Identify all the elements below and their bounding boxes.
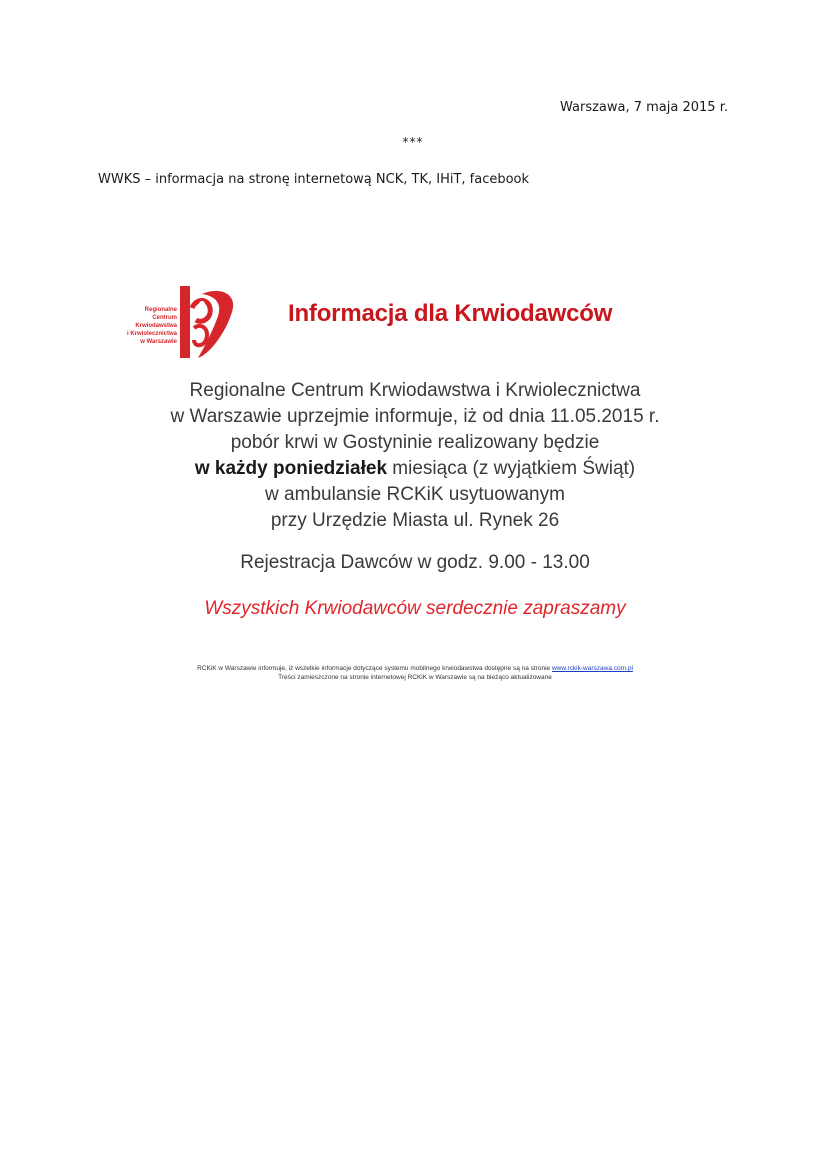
rckik-logo <box>114 284 239 362</box>
announcement-body <box>110 378 720 534</box>
footnote-line-2: Treści zamieszczone na stronie internetowej RCKiK w Warszawie są na bieżąco aktualizowane <box>278 674 552 681</box>
body-line: pobór krwi w Gostyninie realizowany będzie <box>230 432 600 453</box>
footnote-text: RCKiK w Warszawie informuje, iż wszelkie informacje dotyczące systemu mobilnego krwiodawstwa dostępne są na stronie <box>197 665 552 672</box>
website-link[interactable]: www.rckik-warszawa.com.pl <box>551 665 633 672</box>
body-line: w ambulansie RCKiK usytuowanym <box>265 484 565 505</box>
body-line: w Warszawie uprzejmie informuje, iż od dnia 11.05.2015 r. <box>170 406 660 427</box>
body-line-rest: miesiąca (z wyjątkiem Świąt) <box>387 458 636 479</box>
blood-drop-logo-icon <box>180 284 238 362</box>
flyer-title: Informacja dla Krwiodawców <box>288 300 613 327</box>
body-line: Regionalne Centrum Krwiodawstwa i Krwiolecznictwa <box>189 380 641 401</box>
footnote <box>110 664 720 682</box>
separator: *** <box>402 135 424 149</box>
logo-text-line: i Krwiolecznictwa <box>126 331 177 337</box>
logo-text <box>114 306 177 346</box>
document-date: Warszawa, 7 maja 2015 r. <box>559 100 728 115</box>
logo-text-line: Centrum <box>152 315 177 321</box>
logo-text-line: w Warszawie <box>140 339 177 345</box>
logo-text-line: Regionalne <box>144 307 177 313</box>
intro-line: WWKS – informacja na stronę internetową NCK, TK, IHiT, facebook <box>98 172 530 187</box>
logo-text-line: Krwiodawstwa <box>135 323 177 329</box>
footnote-line-1 <box>110 664 720 673</box>
flyer <box>110 282 720 702</box>
body-line <box>110 456 720 482</box>
body-line: przy Urzędzie Miasta ul. Rynek 26 <box>270 510 560 531</box>
registration-hours: Rejestracja Dawców w godz. 9.00 - 13.00 <box>240 552 590 573</box>
emphasis-text: w każdy poniedziałek <box>194 458 388 479</box>
invitation-text: Wszystkich Krwiodawców serdecznie zapraszamy <box>204 598 626 619</box>
